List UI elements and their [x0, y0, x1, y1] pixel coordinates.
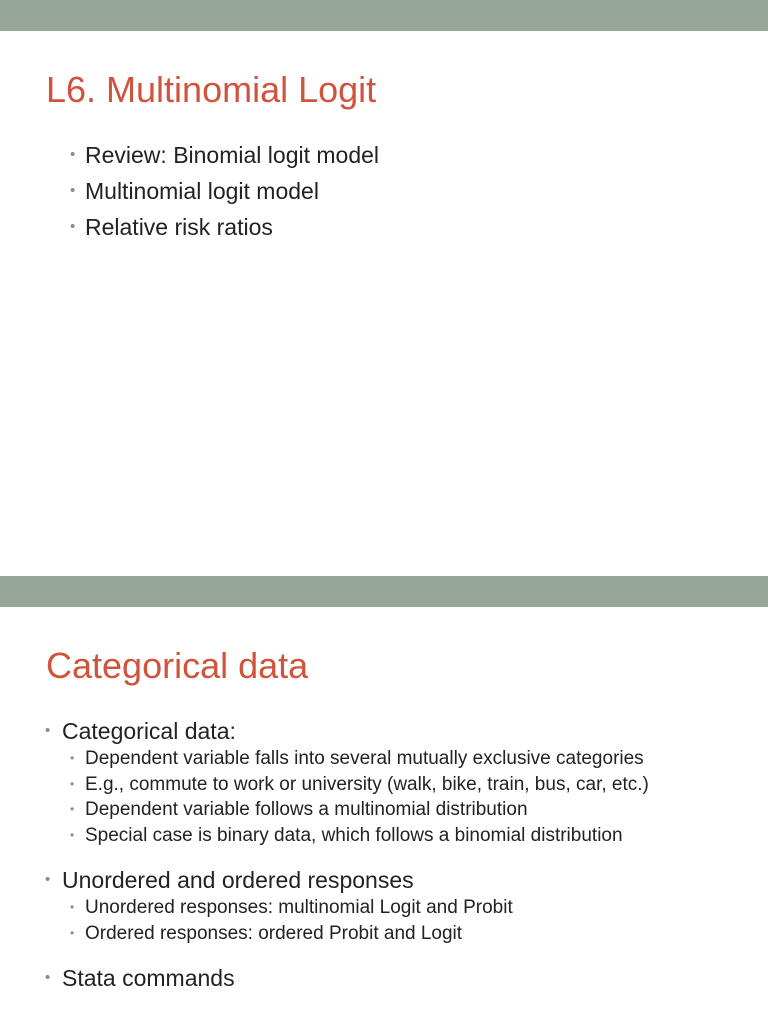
bullet-item — [0, 716, 768, 848]
bullet-dot-icon: • — [45, 722, 51, 739]
sub-bullet-text: Unordered responses: multinomial Logit and Probit — [85, 897, 513, 918]
bullet-dot-icon: • — [70, 218, 76, 235]
sub-bullet-list — [62, 746, 768, 848]
sub-bullet-text: Ordered responses: ordered Probit and Logit — [85, 922, 463, 944]
sub-bullet-text: E.g., commute to work or university (walk, bike, train, bus, car, etc.) — [85, 773, 649, 795]
bullet-list — [0, 716, 768, 993]
bullet-item — [0, 212, 768, 248]
bullet-dot-icon: • — [70, 802, 75, 816]
sub-bullet-item — [0, 823, 768, 849]
sub-bullet-text: Special case is binary data, which follows a binomial distribution — [85, 824, 623, 846]
slide-2 — [0, 576, 768, 1024]
bullet-list — [0, 140, 768, 248]
slide-title: L6. Multinomial Logit — [46, 69, 377, 110]
bullet-text: Review: Binomial logit model — [85, 142, 380, 168]
bullet-dot-icon: • — [70, 751, 75, 765]
bullet-spacer — [0, 848, 768, 865]
bullet-dot-icon: • — [70, 827, 75, 842]
bullet-dot-icon: • — [70, 925, 75, 940]
bullet-text: Relative risk ratios — [85, 214, 273, 240]
sub-bullet-item — [0, 797, 768, 823]
sub-bullet-item — [0, 746, 768, 772]
bullet-text: Categorical data: — [62, 718, 236, 744]
bullet-spacer — [0, 946, 768, 963]
bullet-text: Multinomial logit model — [85, 178, 319, 204]
bullet-dot-icon: • — [70, 182, 76, 199]
bullet-item — [0, 865, 768, 946]
slide-header-band — [0, 576, 768, 607]
bullet-text: Stata commands — [62, 965, 235, 991]
sub-bullet-list — [62, 895, 768, 946]
bullet-dot-icon: • — [45, 969, 51, 986]
bullet-item — [0, 140, 768, 176]
sub-bullet-item — [0, 772, 768, 798]
slide-header-band — [0, 0, 768, 31]
bullet-item — [0, 176, 768, 212]
bullet-dot-icon: • — [45, 871, 51, 888]
bullet-dot-icon: • — [70, 146, 76, 163]
bullet-item — [0, 963, 768, 993]
bullet-dot-icon: • — [70, 776, 75, 791]
slide-title: Categorical data — [46, 645, 309, 686]
bullet-dot-icon: • — [70, 900, 75, 914]
sub-bullet-item — [0, 921, 768, 947]
sub-bullet-item — [0, 895, 768, 921]
sub-bullet-text: Dependent variable follows a multinomial distribution — [85, 799, 528, 820]
sub-bullet-text: Dependent variable falls into several mutually exclusive categories — [85, 748, 644, 769]
bullet-text: Unordered and ordered responses — [62, 867, 414, 893]
